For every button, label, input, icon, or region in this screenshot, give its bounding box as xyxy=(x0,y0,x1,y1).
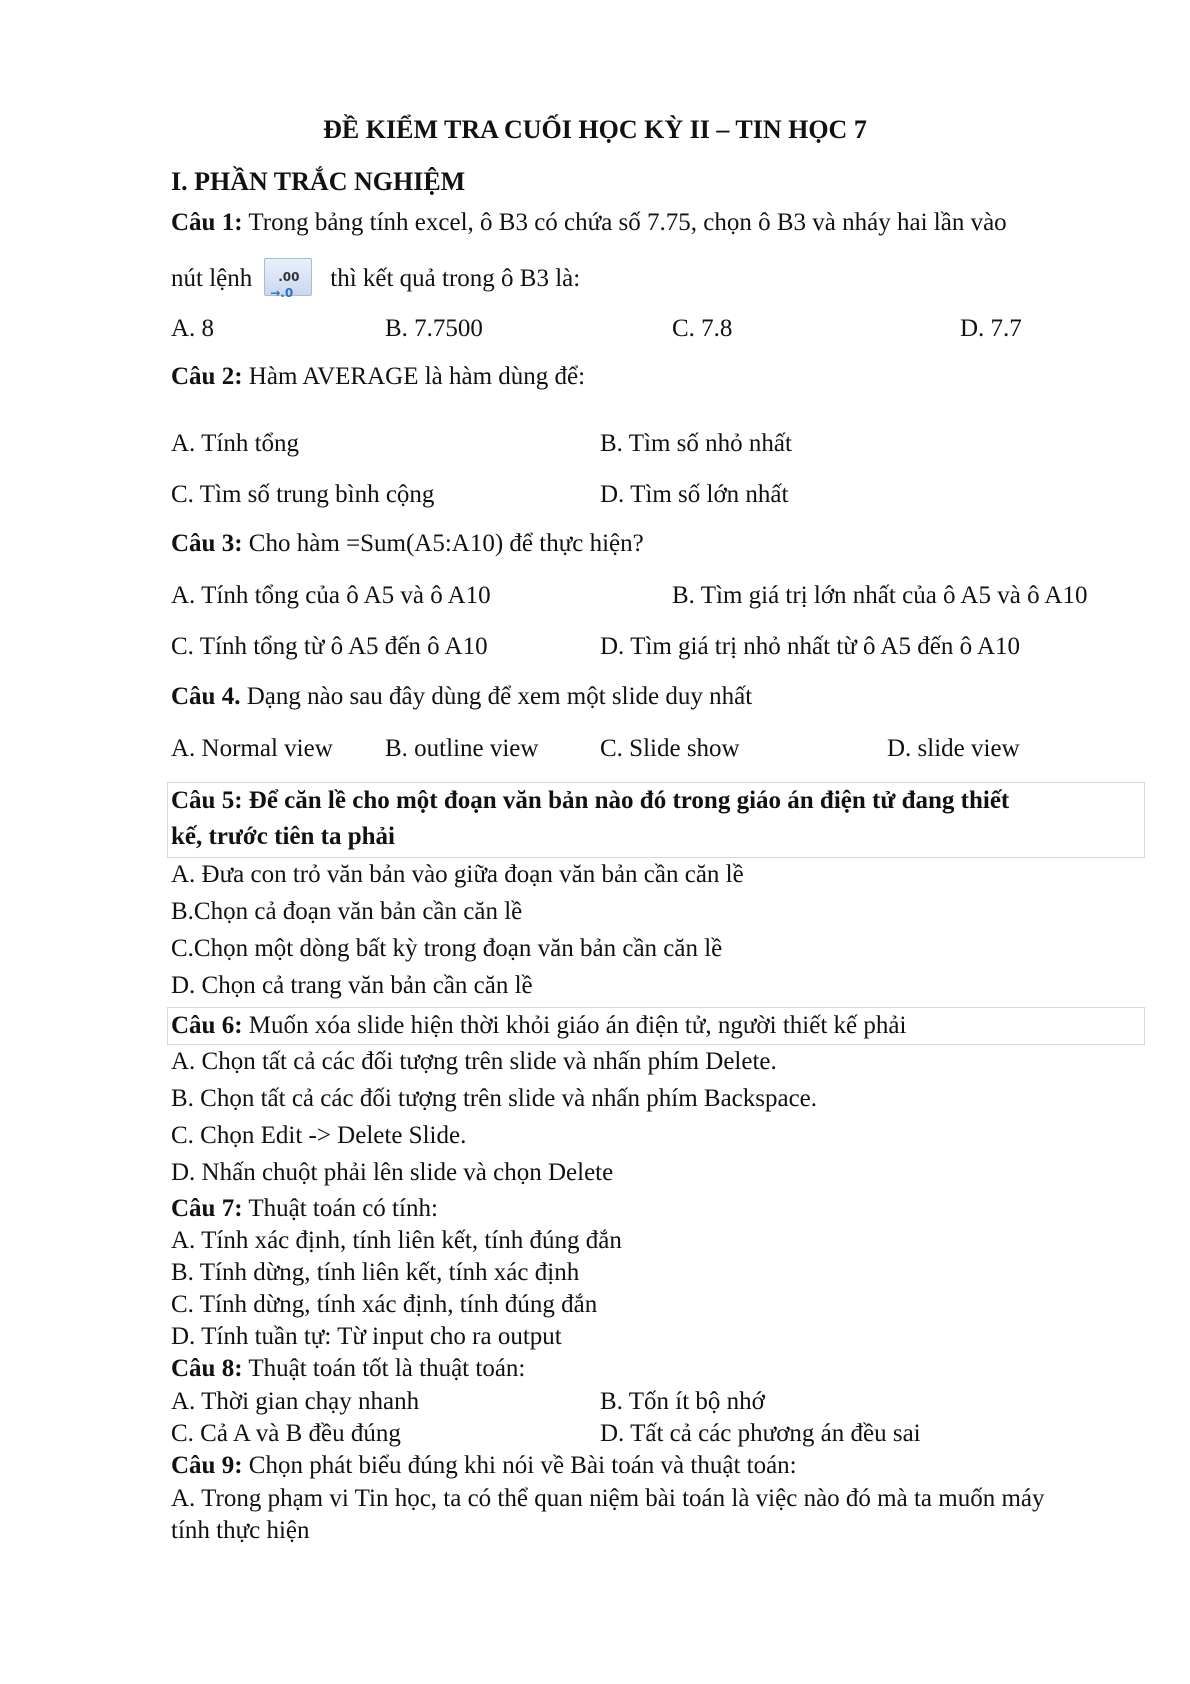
option-a: A. Đưa con trỏ văn bản vào giữa đoạn văn bản cần căn lề xyxy=(171,861,744,888)
section-heading: I. PHẦN TRẮC NGHIỆM xyxy=(171,167,466,196)
option-a: A. Tính tổng xyxy=(171,430,300,457)
question-text: Trong bảng tính excel, ô B3 có chứa số 7.75, chọn ô B3 và nháy hai lần vào xyxy=(242,209,1007,236)
question-text: Muốn xóa slide hiện thời khỏi giáo án điện tử, người thiết kế phải xyxy=(242,1012,907,1039)
question-label: Câu 9: xyxy=(171,1452,243,1479)
option-b: B. Tìm số nhỏ nhất xyxy=(600,430,792,457)
option-c: C.Chọn một dòng bất kỳ trong đoạn văn bản cần căn lề xyxy=(171,935,723,962)
question-8 xyxy=(171,1353,525,1385)
decrease-decimal-icon xyxy=(264,258,312,301)
question-7 xyxy=(171,1193,438,1225)
option-c: C. Tìm số trung bình cộng xyxy=(171,481,435,508)
question-1-continued xyxy=(171,262,581,301)
option-b: B.Chọn cả đoạn văn bản cần căn lề xyxy=(171,898,523,925)
option-a: A. Tính tổng của ô A5 và ô A10 xyxy=(171,582,491,609)
option-b: B. outline view xyxy=(385,735,539,762)
question-label: Câu 2: xyxy=(171,363,243,390)
question-4 xyxy=(171,680,752,714)
question-text: thì kết quả trong ô B3 là: xyxy=(330,265,581,292)
question-1 xyxy=(171,206,1007,240)
option-c: C. Cả A và B đều đúng xyxy=(171,1420,401,1447)
option-a: A. Tính xác định, tính liên kết, tính đúng đắn xyxy=(171,1227,622,1254)
option-c: C. Slide show xyxy=(600,735,740,762)
question-text: Cho hàm =Sum(A5:A10) để thực hiện? xyxy=(242,530,644,557)
option-c: C. 7.8 xyxy=(672,315,733,342)
option-c: C. Tính tổng từ ô A5 đến ô A10 xyxy=(171,633,488,660)
option-a: A. Thời gian chạy nhanh xyxy=(171,1388,420,1415)
option-d: D. Tìm số lớn nhất xyxy=(600,481,789,508)
question-5-line-2: kế, trước tiên ta phải xyxy=(171,823,395,850)
icon-label: .00 xyxy=(278,270,300,285)
option-d: D. slide view xyxy=(887,735,1020,762)
question-label: Câu 8: xyxy=(171,1355,243,1382)
option-b: B. Tìm giá trị lớn nhất của ô A5 và ô A10 xyxy=(672,582,1088,609)
question-2 xyxy=(171,360,585,394)
option-d: D. Tất cả các phương án đều sai xyxy=(600,1420,921,1447)
option-a-continued: tính thực hiện xyxy=(171,1517,310,1544)
option-c: C. Tính dừng, tính xác định, tính đúng đắn xyxy=(171,1291,598,1318)
question-9 xyxy=(171,1450,797,1482)
question-label: Câu 3: xyxy=(171,530,243,557)
option-d: D. Nhấn chuột phải lên slide và chọn Delete xyxy=(171,1159,614,1186)
option-b: B. Chọn tất cả các đối tượng trên slide và nhấn phím Backspace. xyxy=(171,1085,818,1112)
question-text: nút lệnh xyxy=(171,265,253,292)
question-text: Dạng nào sau đây dùng để xem một slide duy nhất xyxy=(240,683,753,710)
question-6 xyxy=(168,1008,1144,1044)
option-b: B. Tốn ít bộ nhớ xyxy=(600,1388,765,1415)
option-d: D. 7.7 xyxy=(960,315,1022,342)
question-label: Câu 4. xyxy=(171,683,241,710)
question-label: Câu 7: xyxy=(171,1195,243,1222)
question-text: Thuật toán tốt là thuật toán: xyxy=(242,1355,526,1382)
question-6-box xyxy=(167,1007,1145,1045)
option-d: D. Chọn cả trang văn bản cần căn lề xyxy=(171,972,533,999)
option-d: D. Tìm giá trị nhỏ nhất từ ô A5 đến ô A10 xyxy=(600,633,1021,660)
option-a: A. Chọn tất cả các đối tượng trên slide và nhấn phím Delete. xyxy=(171,1048,777,1075)
option-b: B. Tính dừng, tính liên kết, tính xác định xyxy=(171,1259,580,1286)
question-text: Hàm AVERAGE là hàm dùng để: xyxy=(242,363,586,390)
option-c: C. Chọn Edit -> Delete Slide. xyxy=(171,1122,467,1149)
question-3 xyxy=(171,527,644,561)
question-label: Câu 1: xyxy=(171,209,243,236)
option-d: D. Tính tuần tự: Từ input cho ra output xyxy=(171,1323,562,1350)
question-5-line-1: Câu 5: Để căn lề cho một đoạn văn bản nào đó trong giáo án điện tử đang thiết xyxy=(171,787,1010,814)
question-5-box xyxy=(167,782,1145,858)
icon-label: →.0 xyxy=(270,286,294,301)
option-a: A. Normal view xyxy=(171,735,333,762)
option-a: A. 8 xyxy=(171,315,215,342)
page-title: ĐỀ KIỂM TRA CUỐI HỌC KỲ II – TIN HỌC 7 xyxy=(323,115,867,144)
question-text: Thuật toán có tính: xyxy=(242,1195,438,1222)
question-label: Câu 6: xyxy=(171,1012,243,1039)
option-b: B. 7.7500 xyxy=(385,315,483,342)
question-text: Chọn phát biểu đúng khi nói về Bài toán và thuật toán: xyxy=(242,1452,797,1479)
option-a: A. Trong phạm vi Tin học, ta có thể quan niệm bài toán là việc nào đó mà ta muốn máy xyxy=(171,1485,1045,1512)
